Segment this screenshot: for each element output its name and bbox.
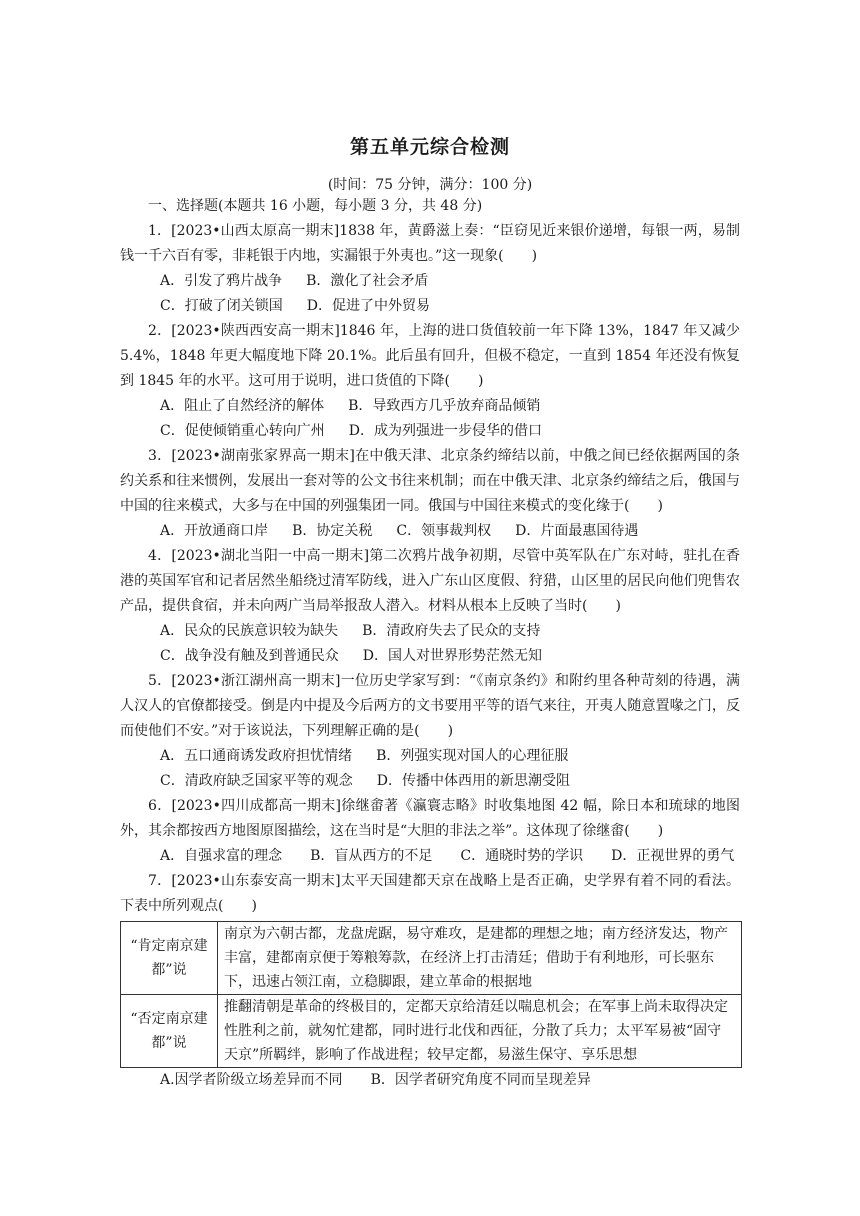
q3-option-c[interactable]: C．领事裁判权: [396, 523, 492, 539]
question-6-stem: 6．[2023•四川成都高一期末]徐继畬著《瀛寰志略》时收集地图 42 幅，除日本和琉球的地图外，其余都按西方地图原图描绘，这在当时是“大胆的非法之举”。这体现了徐继畬( ): [120, 798, 740, 839]
question-1-stem: 1．[2023•山西太原高一期末]1838 年，黄爵滋上奏：“臣窃见近来银价递增，每银一两，易制钱一千六百有零，非耗银于内地，实漏银于外夷也。”这一现象( ): [120, 223, 740, 264]
q3-option-b[interactable]: B．协定关税: [292, 523, 373, 539]
question-4-stem: 4．[2023•湖北当阳一中高一期末]第二次鸦片战争初期，尽管中英军队在广东对峙，驻扎在香港的英国军官和记者居然坐船绕过清军防线，进入广东山区度假、狩猎，山区里的居民向他们兜售农产品，提供食宿，并未向两广当局举报敌人潜入。材料从根本上反映了当时( ): [120, 548, 740, 614]
q1-option-d[interactable]: D．促进了中外贸易: [306, 298, 430, 314]
q2-option-d[interactable]: D．成为列强进一步侵华的借口: [348, 423, 542, 439]
q4-option-d[interactable]: D．国人对世界形势茫然无知: [362, 648, 542, 664]
exam-info: (时间：75 分钟，满分：100 分): [327, 177, 533, 193]
question-5-options-ab: [120, 744, 740, 769]
table-row-header: “否定南京建都”说: [121, 995, 218, 1068]
question-4-options-ab: [120, 619, 740, 644]
table-row-content: 南京为六朝古都，龙盘虎踞，易守难攻，是建都的理想之地；南方经济发达，物产丰富，建都南京便于筹粮筹款，在经济上打击清廷；借助于有利地形，可长驱东下，迅速占领江南，立稳脚跟，建立革命的根据地: [218, 922, 742, 995]
q2-option-c[interactable]: C．促使倾销重心转向广州: [160, 423, 325, 439]
q4-option-c[interactable]: C．战争没有触及到普通民众: [160, 648, 339, 664]
question-2-stem: 2．[2023•陕西西安高一期末]1846 年，上海的进口货值较前一年下降 13%，1847 年又减少 5.4%，1848 年更大幅度地下降 20.1%。此后虽有回升，但极不稳定，一直到 1854 年还没有恢复到 1845 年的水平。这可用于说明，进口货值的下降( ): [120, 323, 740, 389]
viewpoints-table: [120, 921, 742, 1068]
q2-option-a[interactable]: A．阻止了自然经济的解体: [160, 398, 325, 414]
question-1-options-cd: [120, 294, 740, 319]
page-title: 第五单元综合检测: [349, 136, 510, 158]
q5-option-d[interactable]: D．传播中体西用的新思潮受阻: [376, 773, 570, 789]
q4-option-a[interactable]: A．民众的民族意识较为缺失: [160, 623, 339, 639]
q1-option-b[interactable]: B．激化了社会矛盾: [306, 273, 429, 289]
question-4-options-cd: [120, 644, 740, 669]
question-7-options-ab: [120, 1068, 740, 1093]
q1-option-a[interactable]: A．引发了鸦片战争: [160, 273, 283, 289]
q3-option-a[interactable]: A．开放通商口岸: [160, 523, 269, 539]
question-5-stem: 5．[2023•浙江湖州高一期末]一位历史学家写到：“《南京条约》和附约里各种苛刻的待遇，满人汉人的官僚都接受。倒是内中提及今后两方的文书要用平等的语气来往，开夷人随意置喙之门，反而使他们不安。”对于该说法，下列理解正确的是( ): [120, 673, 740, 739]
table-row: [121, 995, 742, 1068]
table-row-content: 推翻清朝是革命的终极目的，定都天京给清廷以喘息机会；在军事上尚未取得决定性胜利之前，就匆忙建都，同时进行北伐和西征，分散了兵力；太平军易被“固守天京”所羁绊，影响了作战进程；较早定都，易滋生保守、享乐思想: [218, 995, 742, 1068]
question-6-options[interactable]: A．自强求富的理念 B．盲从西方的不足 C．通晓时势的学识 D．正视世界的勇气: [160, 848, 735, 864]
question-3-options: [120, 519, 740, 544]
table-row: [121, 922, 742, 995]
q7-option-a[interactable]: A.因学者阶级立场差异而不同: [160, 1072, 343, 1088]
question-3-stem: 3．[2023•湖南张家界高一期末]在中俄天津、北京条约缔结以前，中俄之间已经依据两国的条约关系和往来惯例，发展出一套对等的公文书往来机制；而在中俄天津、北京条约缔结之后，俄国与中国的往来模式，大多与在中国的列强集团一同。俄国与中国往来模式的变化缘于( ): [120, 448, 740, 514]
question-2-options-cd: [120, 419, 740, 444]
section-heading: 一、选择题(本题共 16 小题，每小题 3 分，共 48 分): [148, 198, 483, 214]
exam-content: [120, 194, 740, 1093]
q5-option-c[interactable]: C．清政府缺乏国家平等的观念: [160, 773, 353, 789]
question-2-options-ab: [120, 394, 740, 419]
q7-option-b[interactable]: B．因学者研究角度不同而呈现差异: [370, 1072, 591, 1088]
question-5-options-cd: [120, 769, 740, 794]
question-7-stem: 7．[2023•山东泰安高一期末]太平天国建都天京在战略上是否正确，史学界有着不同的看法。下表中所列观点( ): [120, 873, 740, 914]
question-1-options-ab: [120, 269, 740, 294]
q4-option-b[interactable]: B．清政府失去了民众的支持: [362, 623, 541, 639]
q1-option-c[interactable]: C．打破了闭关锁国: [160, 298, 283, 314]
q5-option-b[interactable]: B．列强实现对国人的心理征服: [376, 748, 569, 764]
table-row-header: “肯定南京建都”说: [121, 922, 218, 995]
q2-option-b[interactable]: B．导致西方几乎放弃商品倾销: [348, 398, 541, 414]
q3-option-d[interactable]: D．片面最惠国待遇: [515, 523, 639, 539]
q5-option-a[interactable]: A．五口通商诱发政府担忧情绪: [160, 748, 353, 764]
